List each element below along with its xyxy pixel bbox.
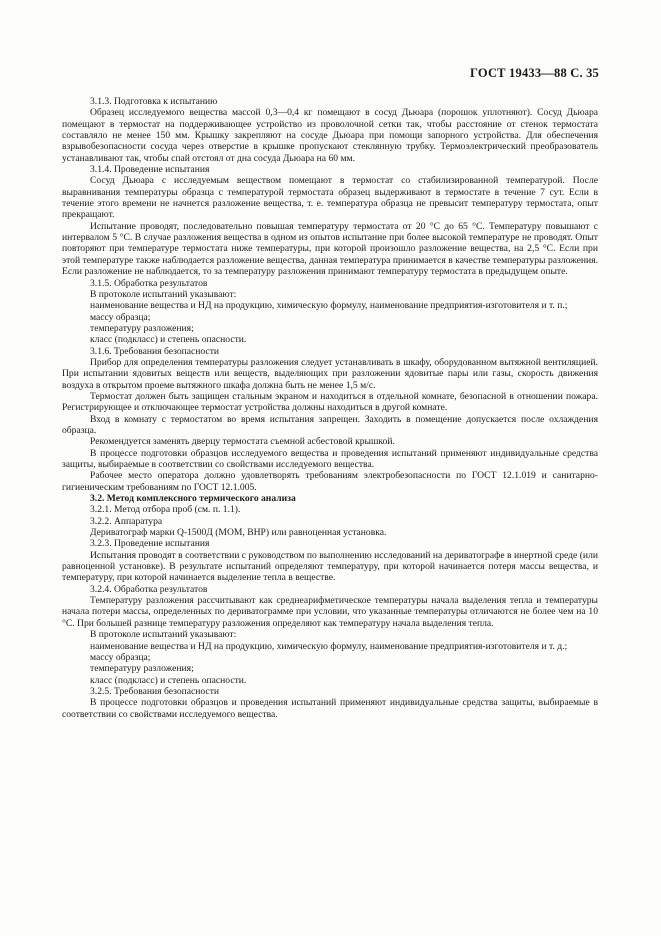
paragraph: температуру разложения;: [90, 663, 194, 675]
paragraph: наименование вещества и НД на продукцию, химическую формулу, наименование предприятия-изготовителя и т. д.;: [90, 640, 568, 652]
paragraph: 3.2.3. Проведение испытания: [90, 538, 210, 550]
paragraph: Испытания проводят в соответствии с руководством по выполнению исследований на дериватографе в инертной среде (или равноценной установке). В результате испытаний определяют температуру, при которой начинается потеря массы вещества, и температуру, при которой начинается выделение тепла в веществе.: [62, 549, 598, 584]
section-heading: 3.1.4. Проведение испытания: [90, 164, 210, 176]
paragraph: Испытание проводят, последовательно повышая температуру термостата от 20 °С до 65 °С. Температуру повышают с интервалом 5 °С. В случае разложения вещества в одном из опытов испытание при более высокой температуре не проводят. Опыт повторяют при температуре термостата ниже температуры, при которой произошло разложение вещества, на 2,5 °С. Если при этой температуре также наблюдается разложение вещества, данная температура принимается в качестве температуры разложения. Если разложение не наблюдается, то за температуру разложения принимают температуру термостата в предыдущем опыте.: [62, 220, 598, 278]
paragraph: Рекомендуется заменять дверцу термостата съемной асбестовой крышкой.: [90, 436, 395, 448]
paragraph: В протоколе испытаний указывают:: [90, 288, 237, 300]
paragraph: В процессе подготовки образцов исследуемого вещества и проведения испытаний применяют индивидуальные средства защиты, выбираемые в соответствии со свойствами исследуемого вещества.: [62, 447, 598, 470]
paragraph: 3.2.2. Аппаратура: [90, 515, 163, 527]
paragraph: класс (подкласс) и степень опасности.: [90, 334, 247, 346]
paragraph: Вход в комнату с термостатом во время испытания запрещен. Заходить в помещение допускается после охлаждения образца.: [62, 413, 598, 436]
section-heading: 3.1.6. Требования безопасности: [90, 345, 220, 357]
paragraph: 3.2.5. Требования безопасности: [90, 685, 220, 697]
paragraph: В процессе подготовки образцов и проведения испытаний применяют индивидуальные средства защиты, выбираемые в соответствии со свойствами исследуемого вещества.: [62, 697, 598, 720]
page-header: ГОСТ 19433—88 С. 35: [470, 66, 599, 80]
paragraph: температуру разложения;: [90, 322, 194, 334]
paragraph: Сосуд Дьюара с исследуемым веществом помещают в термостат со стабилизированной температурой. После выравнивания температуры образца с температурой термостата образец выдерживают в термостате в течение 7 сут. Если в течение этого времени не начнется разложение вещества, т. е. температура образца не превысит температуру термостата, опыт прекращают.: [62, 175, 598, 221]
section-heading: 3.2. Метод комплексного термического анализа: [90, 493, 296, 505]
paragraph: Дериватограф марки Q-1500Д (МОМ, ВНР) или равноценная установка.: [90, 527, 387, 539]
paragraph: наименование вещества и НД на продукцию, химическую формулу, наименование предприятия-изготовителя и т. п.;: [90, 300, 568, 312]
paragraph: 3.2.1. Метод отбора проб (см. п. 1.1).: [90, 504, 241, 516]
paragraph: Прибор для определения температуры разложения следует устанавливать в шкафу, оборудованном вытяжной вентиляцией. При испытании ядовитых веществ или веществ, выделяющих при разложении ядовитые пары или газы, скорость движения воздуха в открытом проеме вытяжного шкафа должна быть не менее 1,5 м/с.: [62, 356, 598, 391]
document-body: [62, 96, 598, 720]
paragraph: массу образца;: [90, 651, 151, 663]
paragraph: Термостат должен быть защищен стальным экраном и находиться в отдельной комнате, безопасной в отношении пожара. Регистрирующее и отключающее термостат устройства должны находиться в другой комнате.: [62, 390, 598, 414]
section-heading: 3.1.3. Подготовка к испытанию: [90, 96, 218, 107]
paragraph: Рабочее место оператора должно удовлетворять требованиям электробезопасности по ГОСТ 12.1.019 и санитарно-гигиеническим требованиям по ГОСТ 12.1.005.: [62, 470, 598, 493]
paragraph: Температуру разложения рассчитывают как среднеарифметическое температуры начала выделения тепла и температуры начала потери массы, определенных по дериватограмме при условии, что указанные температуры отличаются не более чем на 10 °С. При большей разнице температуру разложения определяют как температуру начала выделения тепла.: [62, 595, 598, 629]
paragraph: В протоколе испытаний указывают:: [90, 629, 237, 641]
paragraph: 3.2.4. Обработка результатов: [90, 583, 208, 595]
paragraph: массу образца;: [90, 311, 151, 323]
section-heading: 3.1.5. Обработка результатов: [90, 277, 208, 289]
paragraph: Образец исследуемого вещества массой 0,3—0,4 кг помещают в сосуд Дьюара (порошок уплотняют). Сосуд Дьюара помещают в термостат на поддерживающее устройство из проволочной сетки так, чтобы расстояние от стенок термостата составляло не менее 150 мм. Крышку закрепляют на сосуде Дьюара при помощи запорного устройства. Для обеспечения взрывобезопасности сосуда через отверстие в крышке пропускают стеклянную трубку. Термоэлектрический преобразователь устанавливают так, чтобы спай отстоял от дна сосуда Дьюара на 60 мм.: [62, 107, 598, 164]
paragraph: класс (подкласс) и степень опасности.: [90, 674, 247, 686]
